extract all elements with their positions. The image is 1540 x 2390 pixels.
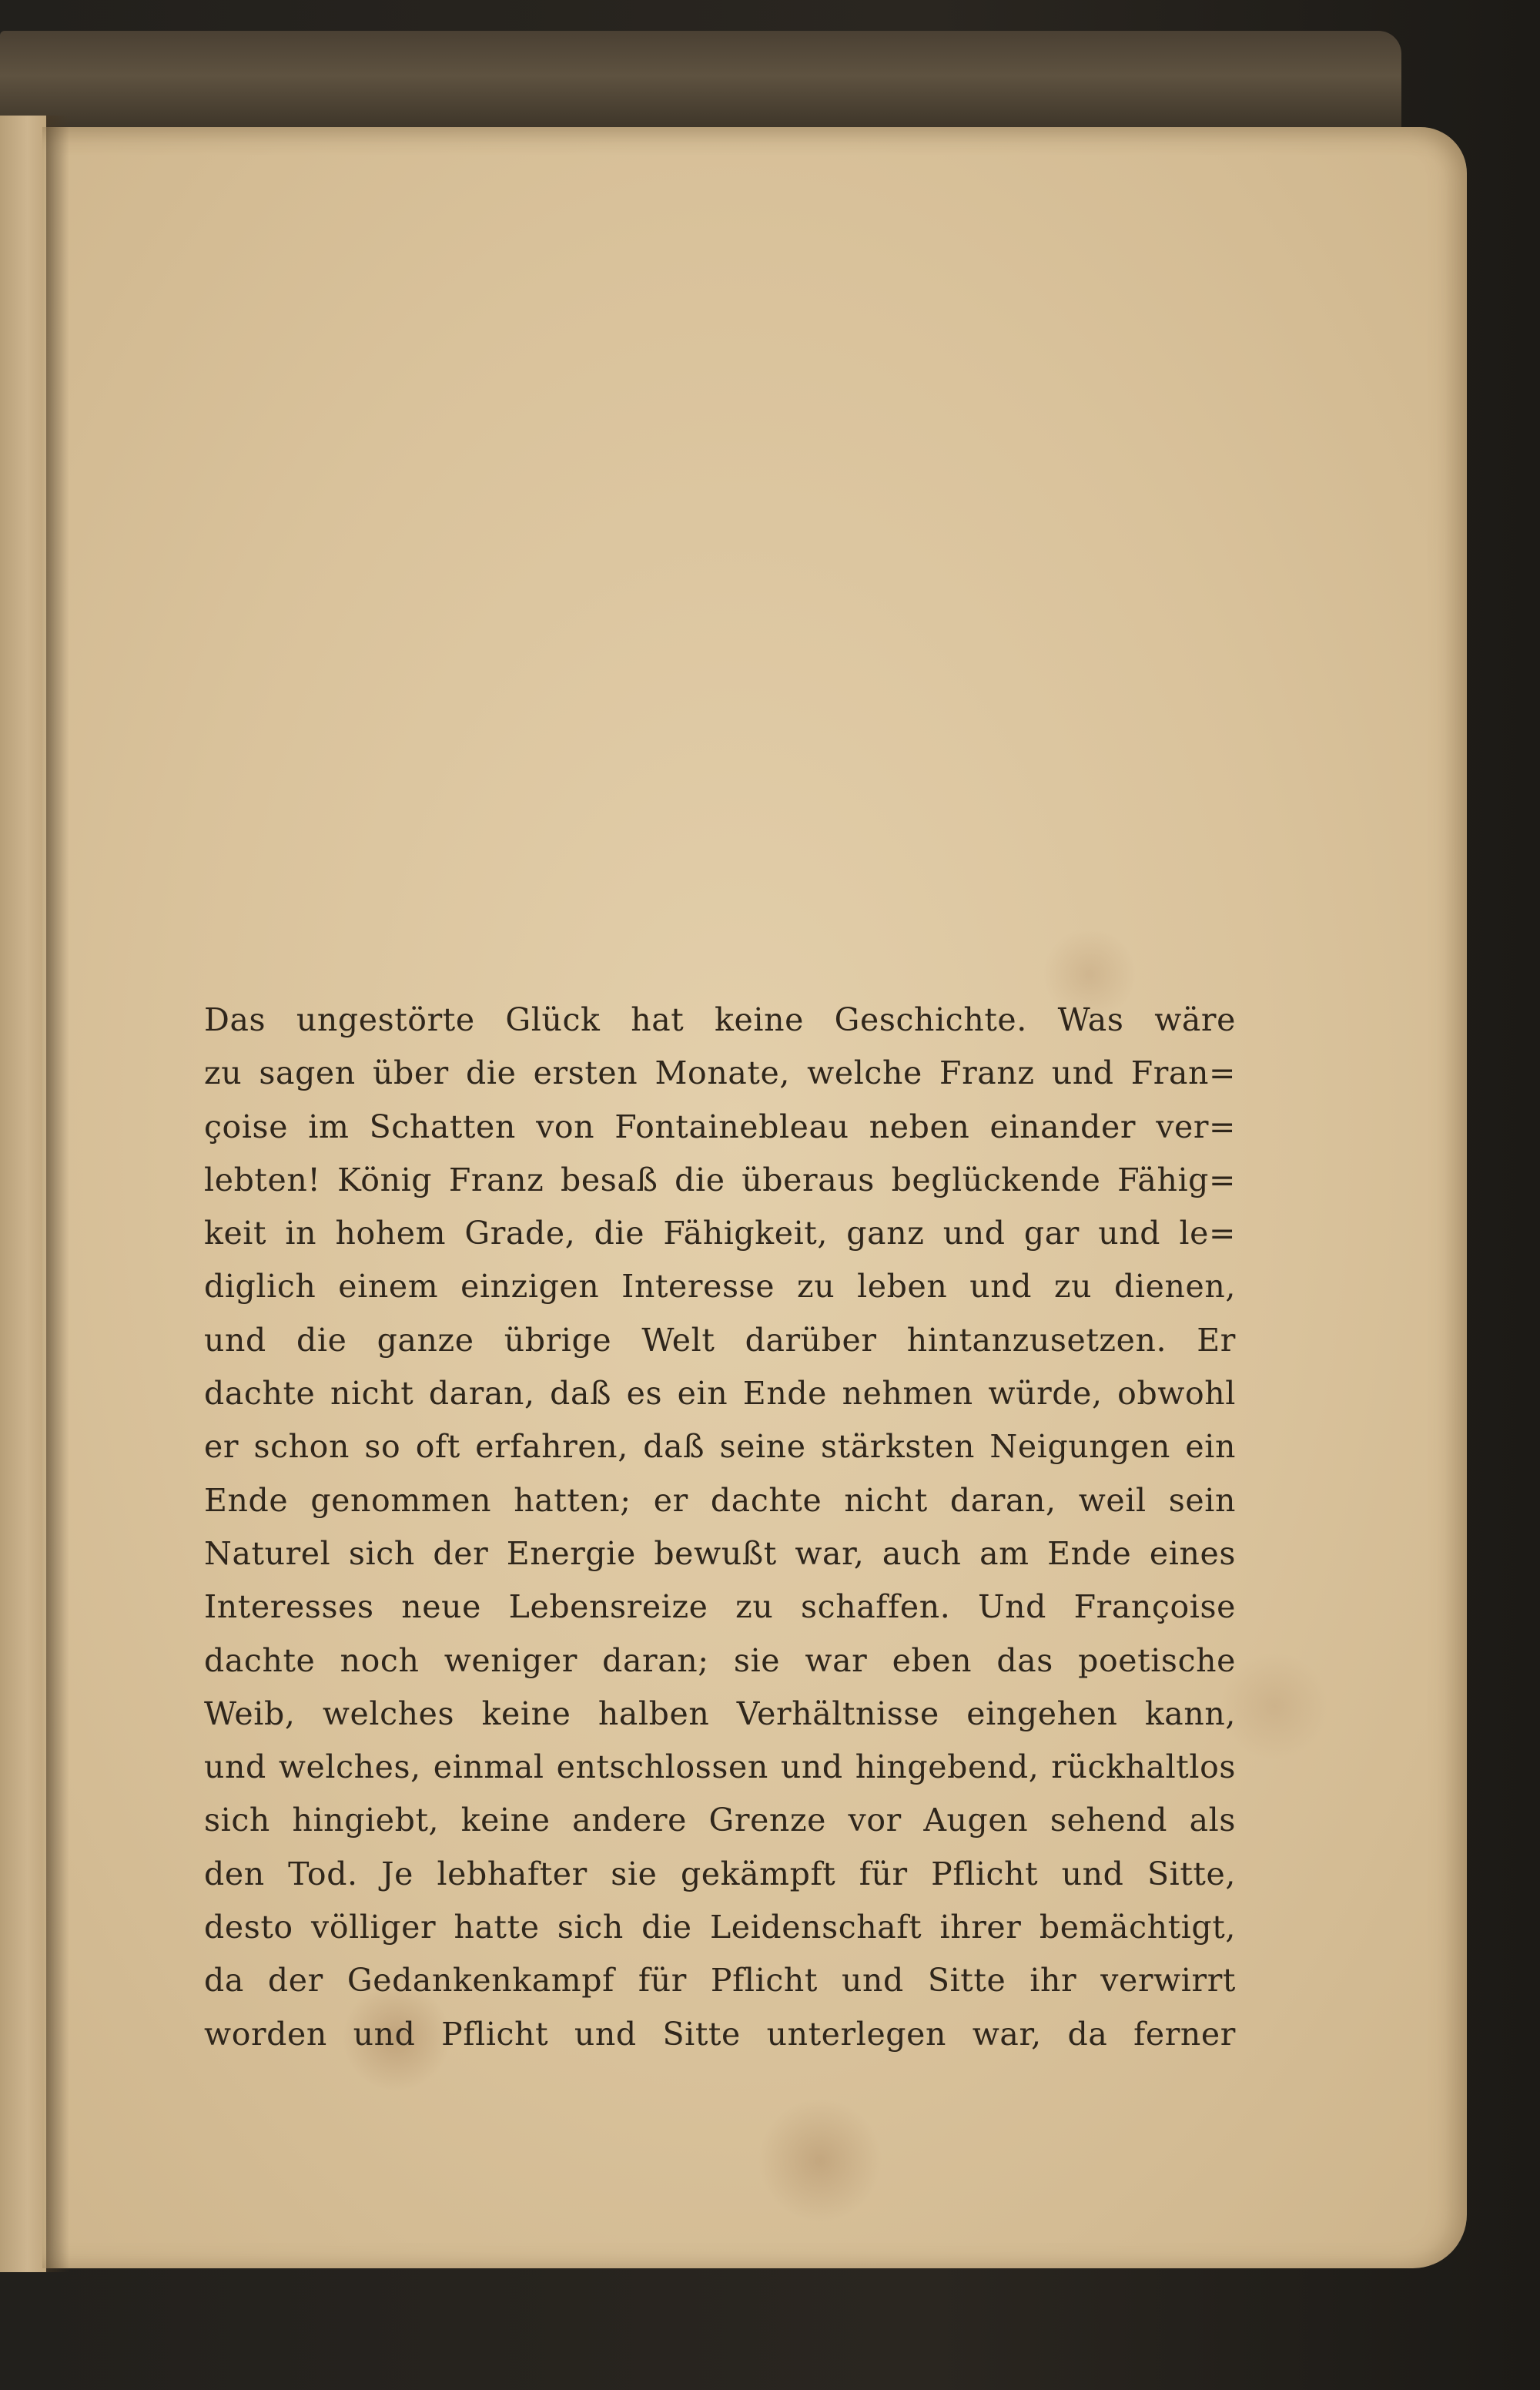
text-line: Ende genommen hatten; er dachte nicht daran, weil sein — [204, 1481, 1236, 1519]
text-line: und die ganze übrige Welt darüber hintanzusetzen. Er — [204, 1321, 1236, 1359]
text-line: Naturel sich der Energie bewußt war, auch am Ende eines — [204, 1534, 1236, 1572]
book-cover-edge — [0, 31, 1401, 131]
facing-page-edge — [0, 116, 46, 2272]
text-line: Das ungestörte Glück hat keine Geschichte. Was wäre — [204, 1001, 1236, 1038]
text-line: worden und Pflicht und Sitte unterlegen war, da ferner — [204, 2015, 1236, 2053]
text-line: den Tod. Je lebhafter sie gekämpft für Pflicht und Sitte, — [204, 1855, 1236, 1892]
text-line: und welches, einmal entschlossen und hingebend, rückhaltlos — [204, 1748, 1236, 1786]
text-line: er schon so oft erfahren, daß seine stärksten Neigungen ein — [204, 1428, 1236, 1466]
text-line: dachte noch weniger daran; sie war eben das poetische — [204, 1641, 1236, 1679]
text-line: desto völliger hatte sich die Leidenschaft ihrer bemächtigt, — [204, 1909, 1236, 1946]
text-line: Interesses neue Lebensreize zu schaffen. Und Françoise — [204, 1588, 1236, 1626]
gutter-shadow — [46, 116, 69, 2272]
text-line: diglich einem einzigen Interesse zu leben und zu dienen, — [204, 1268, 1236, 1306]
text-line: zu sagen über die ersten Monate, welche Franz und Fran= — [204, 1054, 1236, 1092]
text-line: lebten! König Franz besaß die überaus beglückende Fähig= — [204, 1161, 1236, 1198]
text-line: da der Gedankenkampf für Pflicht und Sitte ihr verwirrt — [204, 1962, 1236, 1999]
text-line: keit in hohem Grade, die Fähigkeit, ganz und gar und le= — [204, 1215, 1236, 1252]
text-line: çoise im Schatten von Fontainebleau neben einander ver= — [204, 1108, 1236, 1145]
text-line: dachte nicht daran, daß es ein Ende nehmen würde, obwohl — [204, 1375, 1236, 1413]
text-line: sich hingiebt, keine andere Grenze vor Augen sehend als — [204, 1802, 1236, 1839]
body-text — [204, 994, 1236, 2061]
book-page — [42, 127, 1467, 2268]
text-line: Weib, welches keine halben Verhältnisse eingehen kann, — [204, 1694, 1236, 1732]
